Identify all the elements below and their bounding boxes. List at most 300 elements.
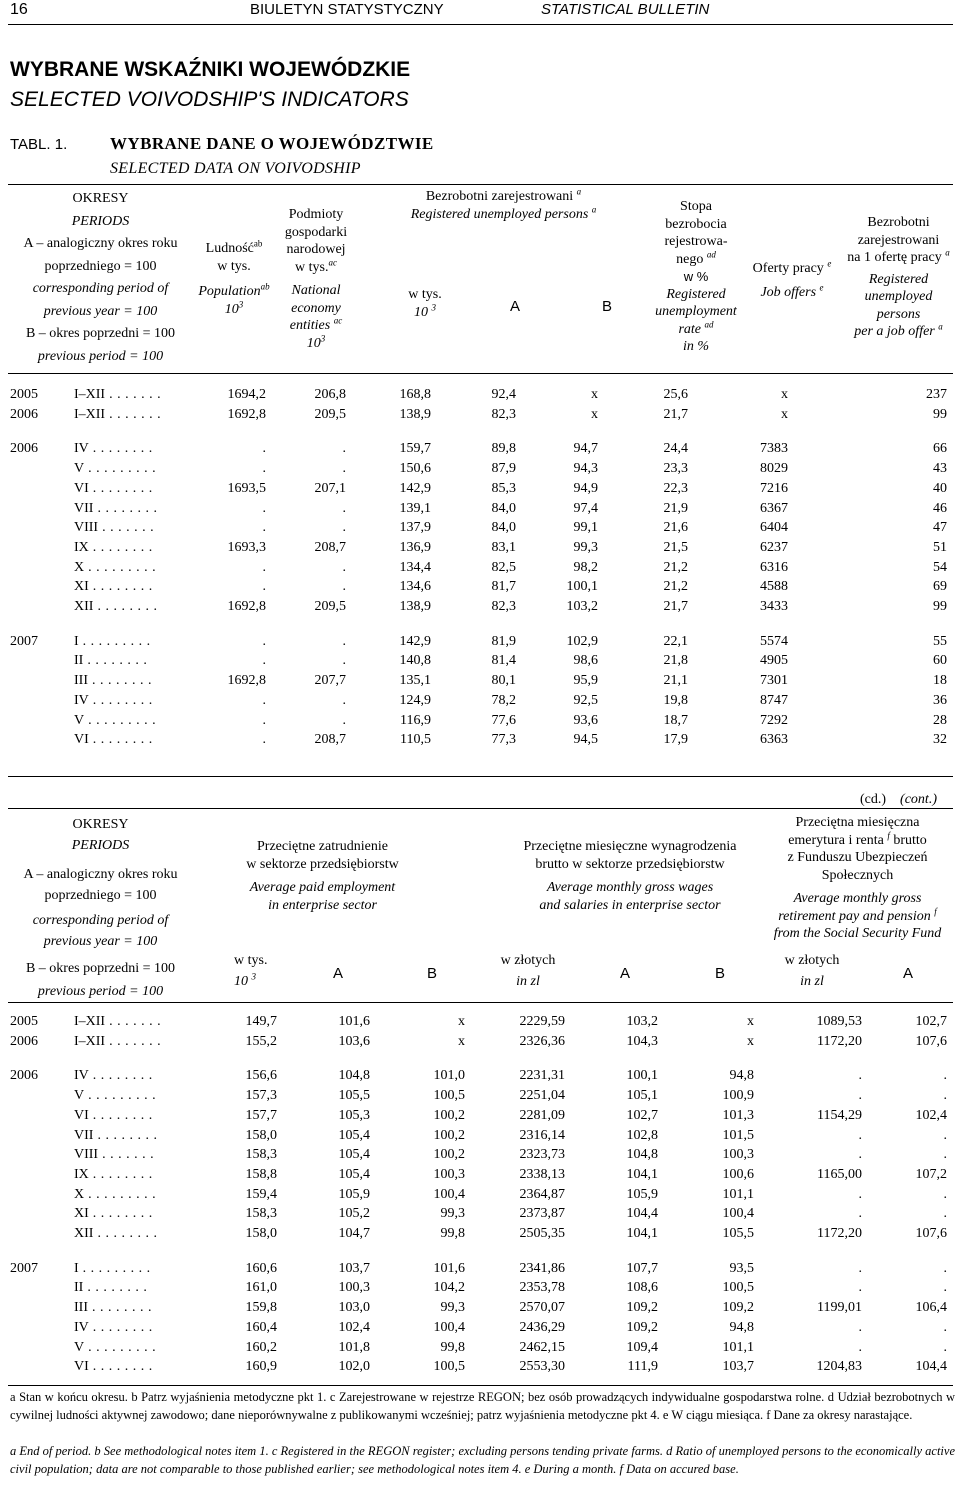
value-cell: 108,6	[626, 1280, 658, 1296]
value-cell: 104,1	[626, 1226, 658, 1242]
period-label: I	[74, 1260, 79, 1276]
table-row	[8, 439, 953, 459]
period-cell	[68, 1145, 193, 1165]
value-cell: 23,3	[663, 461, 688, 477]
value-cell: 66	[933, 441, 947, 457]
value-cell: 47	[933, 520, 947, 536]
value-cell: 157,3	[245, 1088, 277, 1104]
year-cell	[8, 597, 68, 617]
value-cell: 158,3	[245, 1206, 277, 1222]
period-cell	[68, 1032, 193, 1052]
period-cell	[68, 1259, 193, 1279]
value-cell: 136,9	[399, 539, 431, 555]
value-cell: 159,8	[245, 1300, 277, 1316]
year-cell: 2005	[10, 1014, 38, 1029]
value-cell: 8029	[760, 461, 788, 477]
table-row	[8, 538, 953, 558]
table-row	[8, 711, 953, 731]
t2-col-pension: Przeciętna miesięczna emerytura i renta $^f$ brutto z Funduszu Ubezpieczeń Społecznych Average monthly gross retirement pay and pension $^f$ from the Social Security Fund	[773, 815, 942, 941]
table-row	[8, 385, 953, 405]
value-cell: 99,1	[573, 520, 598, 536]
value-cell: 22,3	[663, 480, 688, 496]
period-label: IV	[74, 692, 89, 708]
value-cell: 36	[933, 692, 947, 708]
value-cell: 21,7	[663, 599, 688, 615]
leader-dots: . . . . . . . .	[88, 1359, 153, 1375]
value-cell: 142,9	[399, 633, 431, 649]
value-cell: 105,9	[626, 1186, 658, 1202]
t1-bottom-rule	[8, 776, 953, 777]
value-cell: .	[262, 559, 266, 575]
value-cell: 155,2	[245, 1033, 277, 1049]
value-cell: 209,5	[314, 406, 346, 422]
value-cell: 100,1	[566, 579, 598, 595]
value-cell: 89,8	[491, 441, 516, 457]
value-cell: 99	[933, 406, 947, 422]
value-cell: 2316,14	[519, 1127, 565, 1143]
period-cell	[68, 459, 193, 479]
value-cell: 4588	[760, 579, 788, 595]
leader-dots: . . . . . . . .	[88, 1068, 153, 1084]
value-cell: 21,9	[663, 500, 688, 516]
period-cell	[68, 1012, 193, 1032]
value-cell: x	[747, 1033, 754, 1049]
value-cell: .	[342, 559, 346, 575]
table-row	[8, 405, 953, 425]
value-cell: 1692,8	[227, 406, 266, 422]
period-label: VI	[74, 732, 89, 748]
value-cell: 94,9	[573, 480, 598, 496]
t2-col-wages: Przeciętne miesięczne wynagrodzenia brutto w sektorze przedsiębiorstw Average monthly gross wages and salaries in enterprise sector	[523, 839, 737, 913]
leader-dots: . . . . . . .	[98, 1147, 155, 1163]
value-cell: 100,4	[433, 1319, 465, 1335]
value-cell: 100,4	[722, 1206, 754, 1222]
value-cell: 103,7	[722, 1359, 754, 1375]
value-cell: 105,4	[338, 1147, 370, 1163]
year-cell	[8, 577, 68, 597]
value-cell: 21,2	[663, 579, 688, 595]
value-cell: 159,7	[399, 441, 431, 457]
value-cell: 24,4	[663, 441, 688, 457]
value-cell: 139,1	[399, 500, 431, 516]
value-cell: 1154,29	[817, 1107, 862, 1123]
value-cell: 94,3	[573, 461, 598, 477]
value-cell: 84,0	[491, 500, 516, 516]
value-cell: 102,8	[626, 1127, 658, 1143]
period-label: V	[74, 712, 85, 728]
value-cell: 157,7	[245, 1107, 277, 1123]
value-cell: 2229,59	[519, 1014, 565, 1029]
period-cell	[68, 1298, 193, 1318]
value-cell: .	[342, 500, 346, 516]
period-cell	[68, 597, 193, 617]
value-cell: 102,4	[338, 1319, 370, 1335]
year-cell: 2006	[10, 406, 38, 422]
value-cell: 55	[933, 633, 947, 649]
value-cell: .	[262, 441, 266, 457]
value-cell: 2281,09	[519, 1107, 565, 1123]
value-cell: 98,2	[573, 559, 598, 575]
value-cell: .	[262, 500, 266, 516]
t1-col-b: B	[601, 298, 612, 315]
value-cell: 81,7	[491, 579, 516, 595]
value-cell: 28	[933, 712, 947, 728]
table-row	[8, 577, 953, 597]
table-row	[8, 651, 953, 671]
period-label: IX	[74, 1166, 89, 1182]
value-cell: 60	[933, 653, 947, 669]
t2-stub-head: OKRESY PERIODS A – analogiczny okres roku poprzedniego = 100 corresponding period of previous year = 100 B – okres poprzedni = 100 previous period = 100	[23, 817, 178, 999]
value-cell: 104,7	[338, 1226, 370, 1242]
table-row	[8, 1224, 953, 1244]
value-cell: 102,7	[915, 1014, 947, 1029]
table-row	[8, 518, 953, 538]
table-row	[8, 459, 953, 479]
value-cell: 100,2	[433, 1147, 465, 1163]
value-cell: 138,9	[399, 406, 431, 422]
value-cell: 101,0	[433, 1068, 465, 1084]
t1-col-a: A	[509, 298, 520, 315]
value-cell: 100,3	[722, 1147, 754, 1163]
value-cell: 100,4	[433, 1186, 465, 1202]
value-cell: 6404	[760, 520, 788, 536]
value-cell: 109,4	[626, 1339, 658, 1355]
value-cell: 18	[933, 673, 947, 689]
value-cell: 1204,83	[816, 1359, 862, 1375]
section-title-pl: WYBRANE WSKAŹNIKI WOJEWÓDZKIE	[10, 58, 411, 81]
t1-col-population: Ludność$^{ab}$ w tys. Population$^{ab}$ $10^3$	[198, 238, 270, 317]
table-row	[8, 1106, 953, 1126]
table-row	[8, 1126, 953, 1146]
year-cell	[8, 1318, 68, 1338]
value-cell: 106,4	[915, 1300, 947, 1316]
year-cell	[8, 1224, 68, 1244]
value-cell: 81,4	[491, 653, 516, 669]
period-label: X	[74, 559, 85, 575]
value-cell: 103,2	[566, 599, 598, 615]
year-cell: 2007	[10, 633, 38, 649]
value-cell: 17,9	[663, 732, 688, 748]
value-cell: .	[858, 1339, 862, 1355]
period-cell	[68, 730, 193, 750]
value-cell: 207,1	[314, 480, 346, 496]
year-cell: 2006	[10, 1033, 38, 1049]
table-row	[8, 1165, 953, 1185]
year-cell	[8, 1086, 68, 1106]
table-title-en: SELECTED DATA ON VOIVODSHIP	[110, 160, 361, 177]
period-label: VI	[74, 1107, 89, 1123]
value-cell: 104,4	[915, 1359, 947, 1375]
table-row	[8, 1032, 953, 1052]
value-cell: 109,2	[722, 1300, 754, 1316]
value-cell: 2570,07	[519, 1300, 565, 1316]
period-cell	[68, 1066, 193, 1086]
period-cell	[68, 1204, 193, 1224]
value-cell: 92,5	[573, 692, 598, 708]
value-cell: 1693,5	[227, 480, 266, 496]
table-row	[8, 1145, 953, 1165]
value-cell: 100,2	[433, 1127, 465, 1143]
value-cell: .	[342, 520, 346, 536]
year-cell	[8, 651, 68, 671]
table-row	[8, 1066, 953, 1086]
value-cell: 99,3	[573, 539, 598, 555]
value-cell: .	[858, 1186, 862, 1202]
table-row	[8, 632, 953, 652]
value-cell: 207,7	[314, 673, 346, 689]
value-cell: 116,9	[400, 712, 431, 728]
value-cell: 82,3	[491, 406, 516, 422]
t1-col-unemployed-total: w tys. 10 $^3$	[408, 287, 442, 320]
value-cell: 83,1	[491, 539, 516, 555]
value-cell: 4905	[760, 653, 788, 669]
period-label: VI	[74, 480, 89, 496]
year-cell	[8, 459, 68, 479]
value-cell: 99,8	[440, 1339, 465, 1355]
leader-dots: . . . . . . . . .	[84, 1339, 157, 1355]
period-label: IV	[74, 441, 89, 457]
value-cell: .	[262, 712, 266, 728]
value-cell: 99,3	[440, 1206, 465, 1222]
period-label: I–XII	[74, 387, 106, 402]
value-cell: 135,1	[399, 673, 431, 689]
value-cell: 81,9	[491, 633, 516, 649]
value-cell: 134,6	[399, 579, 431, 595]
value-cell: 94,7	[573, 441, 598, 457]
value-cell: 82,5	[491, 559, 516, 575]
value-cell: 2231,31	[519, 1068, 565, 1084]
value-cell: .	[262, 732, 266, 748]
value-cell: 100,5	[433, 1359, 465, 1375]
value-cell: 158,0	[245, 1226, 277, 1242]
t1-col-perjob: Bezrobotni zarejestrowani na 1 ofertę pracy $^a$ Registered unemployed persons per a job offer $^a$	[847, 215, 950, 339]
value-cell: .	[943, 1260, 947, 1276]
value-cell: 1165,00	[817, 1166, 862, 1182]
leader-dots: . . . . . . . .	[88, 1206, 153, 1222]
t2-emp-unit: w tys. 10 $^3$	[234, 953, 268, 989]
t2-body	[8, 1012, 953, 1377]
value-cell: 2353,78	[519, 1280, 565, 1296]
period-label: X	[74, 1186, 85, 1202]
value-cell: 21,7	[663, 406, 688, 422]
table-row	[8, 671, 953, 691]
value-cell: 7301	[760, 673, 788, 689]
value-cell: 102,9	[566, 633, 598, 649]
period-label: V	[74, 1339, 85, 1355]
value-cell: 149,7	[245, 1014, 277, 1029]
leader-dots: . . . . . . . .	[93, 500, 158, 516]
value-cell: x	[781, 387, 788, 402]
t1-body	[8, 385, 953, 750]
value-cell: 99,8	[440, 1226, 465, 1242]
value-cell: 97,4	[573, 500, 598, 516]
t2-col-pens-a: A	[902, 965, 913, 982]
value-cell: 101,5	[722, 1127, 754, 1143]
leader-dots: . . . . . . . .	[88, 441, 153, 457]
year-cell	[8, 671, 68, 691]
value-cell: 161,0	[245, 1280, 277, 1296]
running-header-title-pl: BIULETYN STATYSTYCZNY	[250, 1, 444, 18]
value-cell: 18,7	[663, 712, 688, 728]
period-cell	[68, 439, 193, 459]
period-cell	[68, 1357, 193, 1377]
value-cell: x	[591, 387, 598, 402]
value-cell: .	[858, 1127, 862, 1143]
value-cell: 101,6	[433, 1260, 465, 1276]
value-cell: .	[943, 1206, 947, 1222]
year-cell	[8, 1298, 68, 1318]
leader-dots: . . . . . . . . .	[78, 633, 151, 649]
value-cell: 69	[933, 579, 947, 595]
footnotes-en: a End of period. b See methodological notes item 1. c Registered in the REGON register; excluding persons tending private farms. d Ratio of unemployed persons to the economically active civil population; data are not comparable to those published earlier; see methodological notes item 4. e During a month. f Data on accured base.	[10, 1444, 955, 1476]
value-cell: 54	[933, 559, 947, 575]
value-cell: 101,8	[338, 1339, 370, 1355]
value-cell: 6363	[760, 732, 788, 748]
period-cell	[68, 632, 193, 652]
value-cell: 21,6	[663, 520, 688, 536]
value-cell: .	[943, 1127, 947, 1143]
leader-dots: . . . . . . . .	[88, 579, 153, 595]
value-cell: .	[858, 1280, 862, 1296]
leader-dots: . . . . . . . .	[88, 1300, 152, 1316]
value-cell: 46	[933, 500, 947, 516]
year-cell: 2007	[10, 1260, 38, 1276]
value-cell: .	[262, 461, 266, 477]
period-label: I–XII	[74, 1014, 106, 1029]
t2-header-bottom-rule	[8, 1002, 953, 1003]
period-cell	[68, 1278, 193, 1298]
value-cell: 160,2	[245, 1339, 277, 1355]
leader-dots: . . . . . . . .	[88, 692, 153, 708]
year-cell: 2006	[10, 441, 38, 457]
value-cell: 107,6	[915, 1226, 947, 1242]
table-row	[8, 1012, 953, 1032]
period-cell	[68, 1318, 193, 1338]
value-cell: 5574	[760, 633, 788, 649]
value-cell: 101,3	[722, 1107, 754, 1123]
table-row	[8, 1318, 953, 1338]
table-row	[8, 1298, 953, 1318]
year-cell	[8, 1278, 68, 1298]
value-cell: 102,7	[626, 1107, 658, 1123]
period-cell	[68, 385, 193, 405]
year-cell	[8, 1126, 68, 1146]
value-cell: 87,9	[491, 461, 516, 477]
row-spacer	[8, 1051, 953, 1066]
leader-dots: . . . . . . . . .	[84, 1186, 157, 1202]
value-cell: 138,9	[399, 599, 431, 615]
value-cell: 101,6	[338, 1014, 370, 1029]
period-label: VIII	[74, 1147, 99, 1163]
value-cell: 22,1	[663, 633, 688, 649]
year-cell	[8, 479, 68, 499]
value-cell: 7383	[760, 441, 788, 457]
leader-dots: . . . . . . . .	[88, 539, 153, 555]
leader-dots: . . . . . . . .	[88, 1319, 153, 1335]
t2-col-emp-b: B	[426, 965, 437, 982]
value-cell: 94,5	[573, 732, 598, 748]
year-cell: 2006	[10, 1068, 38, 1084]
value-cell: .	[342, 712, 346, 728]
t2-wage-unit: w złotych in zl	[500, 953, 556, 989]
value-cell: 209,5	[314, 599, 346, 615]
period-cell	[68, 1338, 193, 1358]
table-title-pl: WYBRANE DANE O WOJEWÓDZTWIE	[110, 134, 434, 153]
value-cell: 1693,3	[227, 539, 266, 555]
year-cell	[8, 558, 68, 578]
value-cell: 80,1	[491, 673, 516, 689]
value-cell: 77,6	[491, 712, 516, 728]
leader-dots: . . . . . . .	[105, 1014, 162, 1029]
t1-header-bottom-rule	[8, 373, 953, 374]
value-cell: 78,2	[491, 692, 516, 708]
value-cell: 103,7	[338, 1260, 370, 1276]
value-cell: 100,3	[338, 1280, 370, 1296]
leader-dots: . . . . . . . .	[88, 673, 152, 689]
value-cell: .	[858, 1206, 862, 1222]
table-row	[8, 1278, 953, 1298]
value-cell: 160,9	[245, 1359, 277, 1375]
table-row	[8, 1357, 953, 1377]
value-cell: 104,3	[626, 1033, 658, 1049]
value-cell: 92,4	[491, 387, 516, 402]
value-cell: 104,1	[626, 1166, 658, 1182]
value-cell: 109,2	[626, 1300, 658, 1316]
value-cell: 100,1	[626, 1068, 658, 1084]
value-cell: 140,8	[399, 653, 431, 669]
running-header	[0, 0, 960, 24]
value-cell: 7292	[760, 712, 788, 728]
value-cell: 107,2	[915, 1166, 947, 1182]
value-cell: 142,9	[399, 480, 431, 496]
leader-dots: . . . . . . . . .	[84, 461, 157, 477]
value-cell: 2505,35	[519, 1226, 565, 1242]
page-number: 16	[10, 1, 28, 18]
value-cell: 94,8	[729, 1319, 754, 1335]
value-cell: 110,5	[400, 732, 431, 748]
value-cell: .	[262, 579, 266, 595]
table-row	[8, 1259, 953, 1279]
value-cell: 84,0	[491, 520, 516, 536]
period-label: III	[74, 1300, 88, 1316]
row-spacer	[8, 617, 953, 632]
running-header-title-en: STATISTICAL BULLETIN	[541, 1, 710, 18]
value-cell: 2323,73	[519, 1147, 565, 1163]
value-cell: 160,6	[245, 1260, 277, 1276]
year-cell	[8, 1106, 68, 1126]
value-cell: 137,9	[399, 520, 431, 536]
value-cell: 2326,36	[519, 1033, 565, 1049]
period-label: II	[74, 653, 84, 669]
period-cell	[68, 1106, 193, 1126]
value-cell: 107,6	[915, 1033, 947, 1049]
value-cell: 105,2	[338, 1206, 370, 1222]
period-label: V	[74, 1088, 85, 1104]
value-cell: 21,1	[663, 673, 688, 689]
value-cell: 105,5	[722, 1226, 754, 1242]
period-label: VII	[74, 1127, 94, 1143]
value-cell: 51	[933, 539, 947, 555]
value-cell: 21,8	[663, 653, 688, 669]
leader-dots: . . . . . . . . .	[78, 1260, 151, 1276]
value-cell: 2373,87	[519, 1206, 565, 1222]
section-title-en: SELECTED VOIVODSHIP'S INDICATORS	[10, 88, 409, 111]
value-cell: 1172,20	[817, 1033, 862, 1049]
t2-col-emp-a: A	[332, 965, 343, 982]
value-cell: 6316	[760, 559, 788, 575]
value-cell: x	[781, 406, 788, 422]
leader-dots: . . . . . . . .	[93, 1127, 158, 1143]
